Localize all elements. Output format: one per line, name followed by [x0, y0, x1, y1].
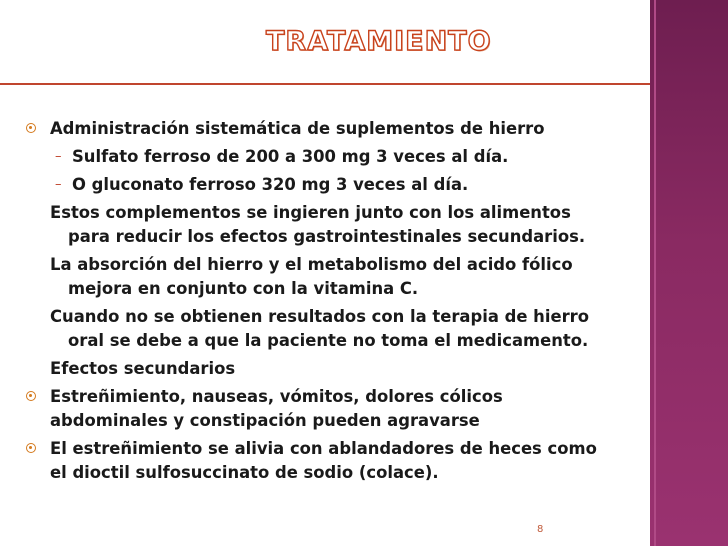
bullet-icon: [26, 391, 36, 401]
bullet-text: Administración sistemática de suplementos de hierro: [50, 119, 545, 138]
paragraph: [26, 201, 646, 249]
paragraph: [26, 253, 646, 301]
dash-icon: –: [55, 177, 62, 192]
bullet-text: el dioctil sulfosuccinato de sodio (colace).: [50, 463, 439, 482]
sub-bullet-item: [26, 145, 646, 169]
side-accent-stripe: [650, 0, 728, 546]
paragraph-line: Estos complementos se ingieren junto con los alimentos: [50, 203, 571, 222]
bullet-text: El estreñimiento se alivia con ablandadores de heces como: [50, 439, 597, 458]
paragraph-line: Efectos secundarios: [50, 359, 236, 378]
paragraph-line: mejora en conjunto con la vitamina C.: [68, 279, 419, 298]
paragraph-line: Cuando no se obtienen resultados con la terapia de hierro: [50, 307, 589, 326]
bullet-item: [26, 385, 646, 433]
bullet-icon: [26, 443, 36, 453]
bullet-icon: [26, 123, 36, 133]
sub-bullet-text: Sulfato ferroso de 200 a 300 mg 3 veces al día.: [72, 147, 509, 166]
bullet-text: abdominales y constipación pueden agravarse: [50, 411, 480, 430]
bullet-item: [26, 437, 646, 485]
paragraph: [26, 357, 646, 381]
slide-body: [26, 117, 646, 489]
sub-bullet-item: [26, 173, 646, 197]
paragraph-line: La absorción del hierro y el metabolismo del acido fólico: [50, 255, 573, 274]
page-number: 8: [537, 524, 544, 535]
dash-icon: –: [55, 149, 62, 164]
paragraph: [26, 305, 646, 353]
title-rule: [0, 83, 650, 85]
side-accent-line: [654, 0, 656, 546]
bullet-item: [26, 117, 646, 141]
paragraph-line: oral se debe a que la paciente no toma el medicamento.: [68, 331, 589, 350]
paragraph-line: para reducir los efectos gastrointestinales secundarios.: [68, 227, 586, 246]
slide-title: TRATAMIENTO: [266, 26, 492, 57]
sub-bullet-text: O gluconato ferroso 320 mg 3 veces al día.: [72, 175, 469, 194]
bullet-text: Estreñimiento, nauseas, vómitos, dolores cólicos: [50, 387, 503, 406]
